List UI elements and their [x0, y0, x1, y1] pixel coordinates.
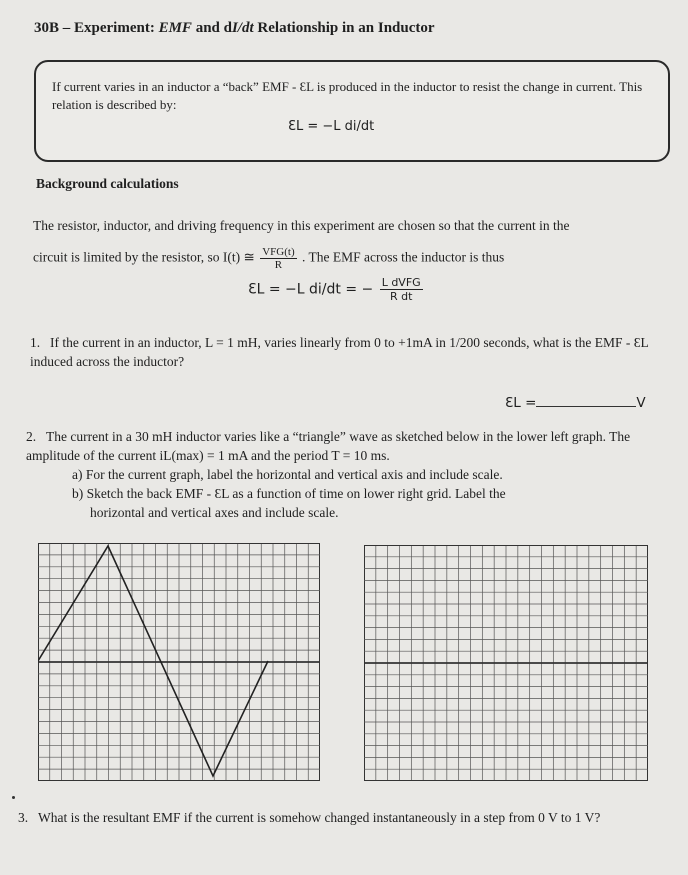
page-title: 30B – Experiment: EMF and dI/dt Relationship in an Inductor [34, 20, 435, 36]
intro-text: If current varies in an inductor a “back” EMF - ƐL is produced in the inductor to resist the change in current. This relation is described by: [52, 79, 643, 112]
emf-fraction: $\frac{\text{L dVFG}}{\text{R dt}}$ [381, 276, 421, 303]
emf-sketch-grid[interactable] [364, 545, 648, 781]
background-heading: Background calculations [36, 176, 179, 191]
question-3: 3. What is the resultant EMF if the current is somehow changed instantaneously in a step from 0 V to 1 V? [18, 810, 601, 825]
q1-answer-blank[interactable] [536, 394, 636, 407]
emf-equation: ƐL = −L di/dt = − $\frac{\text{L dVFG}}{\text{R dt}}$ [248, 276, 421, 303]
current-graph-grid [38, 543, 320, 781]
background-line-1: The resistor, inductor, and driving frequency in this experiment are chosen so that the current in the [33, 218, 570, 233]
q2-part-a: a) For the current graph, label the horizontal and vertical axis and include scale. [72, 467, 503, 482]
q2-part-b: b) Sketch the back EMF - ƐL as a function of time on lower right grid. Label the [72, 486, 506, 501]
current-fraction: $\frac{\text{VFG(t)}}{R}$ [262, 246, 295, 271]
question-2: 2. The current in a 30 mH inductor varies like a “triangle” wave as sketched below in the lower left graph. The amplitude of the current iL(max) = 1 mA and the period T = 10 ms. a) For the current graph, label the horizontal and vertical axis and include scale. b) Sketch the back EMF - ƐL as a function of time on lower right grid. Label the horizontal and vertical axes and include scale. [26, 427, 666, 522]
intro-formula: ƐL = −L di/dt [288, 119, 375, 134]
q2-part-b-cont: horizontal and vertical axes and include scale. [90, 505, 339, 520]
margin-mark [12, 796, 15, 799]
background-line-2: circuit is limited by the resistor, so I(t) ≅ $\frac{\text{VFG(t)}}{R}$ . The EMF across the inductor is thus [33, 246, 505, 271]
triangle-wave-line [38, 546, 268, 776]
q1-answer-line: ƐL = V [505, 395, 646, 411]
question-1: 1. If the current in an inductor, L = 1 mH, varies linearly from 0 to +1mA in 1/200 seconds, what is the EMF - ƐL induced across the inductor? [30, 335, 649, 369]
